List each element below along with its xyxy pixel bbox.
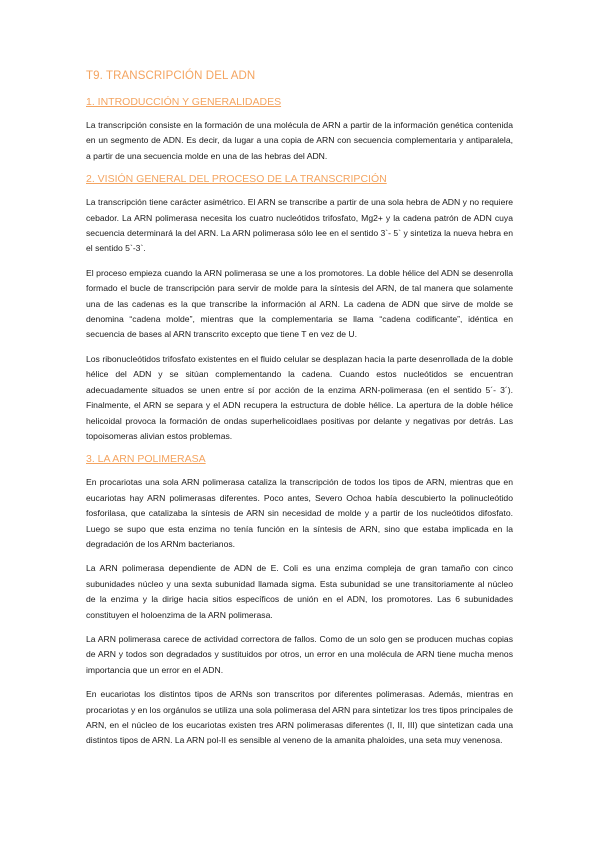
- section-heading-introduccion: 1. INTRODUCCIÓN Y GENERALIDADES: [86, 96, 282, 108]
- paragraph: En eucariotas los distintos tipos de ARNs son transcritos por diferentes polimerasas. Además, mientras en procariotas y en los orgánulos se utiliza una sola polimerasa del ARN para sintetizar los tres tipos principales de ARN, en el núcleo de los eucariotas existen tres ARN polimerasas diferentes (I, II, III) que sintetizan cada una distintos tipos de ARN. La ARN pol-II es sensible al veneno de la amanita phaloides, una seta muy venenosa.: [86, 689, 513, 746]
- section-heading-vision-general: 2. VISIÓN GENERAL DEL PROCESO DE LA TRANSCRIPCIÓN: [86, 173, 387, 186]
- paragraph: En procariotas una sola ARN polimerasa cataliza la transcripción de todos los tipos de ARN, mientras que en eucariotas hay ARN polimerasas diferentes. Poco antes, Severo Ochoa había descubierto la polinucleótido fosforilasa, que catalizaba la síntesis de ARN sin necesidad de molde y a partir de los nucleótidos difosfato. Luego se supo que esta enzima no tenía función en la síntesis de ARN, sino que estaba implicada en la degradación de los ARNm bacterianos.: [86, 477, 513, 549]
- paragraph: Los ribonucleótidos trifosfato existentes en el fluido celular se desplazan hacia la parte desenrollada de la doble hélice del ADN y se sitúan complementando la cadena. Cuando estos nucleótidos se encuentran adecuadamente situados se unen entre sí por acción de la enzima ARN-polimerasa (en el sentido 5´- 3´). Finalmente, el ARN se separa y el ADN recupera la estructura de doble hélice. La apertura de la doble hélice helicoidal provoca la formación de ondas superhelicoidlaes positivas por delante y negativas por detrás. Las topoisomeras alivian estos problemas.: [86, 353, 513, 441]
- paragraph: El proceso empieza cuando la ARN polimerasa se une a los promotores. La doble hélice del ADN se desenrolla formado el bucle de transcripción para servir de molde para la síntesis del ARN, de tal manera que solamente una de las cadenas es la que transcribe la información al ARN. La cadena de ADN que sirve de molde se denomina “cadena molde”, mientras que la complementaria se llama “cadena codificante”, idéntica en secuencia de bases al ARN transcrito excepto que tiene T en vez de U.: [86, 267, 513, 340]
- paragraph: La transcripción tiene carácter asimétrico. El ARN se transcribe a partir de una sola hebra de ADN y no requiere cebador. La ARN polimerasa necesita los cuatro nucleótidos trifosfato, Mg2+ y la cadena patrón de ADN cuya secuencia determinará la del ARN. La ARN polimerasa sólo lee en el sentido 3`- 5` y sintetiza la nueva hebra en el sentido 5`-3`.: [86, 197, 513, 254]
- paragraph: La transcripción consiste en la formación de una molécula de ARN a partir de la información genética contenida en un segmento de ADN. Es decir, da lugar a una copia de ARN con secuencia complementaria y antiparalela, a partir de una secuencia molde en una de las hebras del ADN.: [86, 120, 513, 161]
- paragraph: La ARN polimerasa carece de actividad correctora de fallos. Como de un solo gen se producen muchas copias de ARN y todos son degradados y sustituidos por otros, un error en una molécula de ARN tiene mucha menos importancia que un error en el ADN.: [86, 633, 513, 675]
- paragraph: La ARN polimerasa dependiente de ADN de E. Coli es una enzima compleja de gran tamaño con cinco subunidades núcleo y una sexta subunidad llamada sigma. Esta subunidad se une transitoriamente al núcleo de la enzima y la dirige hacia sitios específicos de unión en el ADN, los promotores. Las 6 subunidades constituyen el holoenzima de la ARN polimerasa.: [86, 563, 513, 620]
- section-heading-arn-polimerasa: 3. LA ARN POLIMERASA: [86, 453, 206, 466]
- document-title: T9. TRANSCRIPCIÓN DEL ADN: [86, 70, 256, 82]
